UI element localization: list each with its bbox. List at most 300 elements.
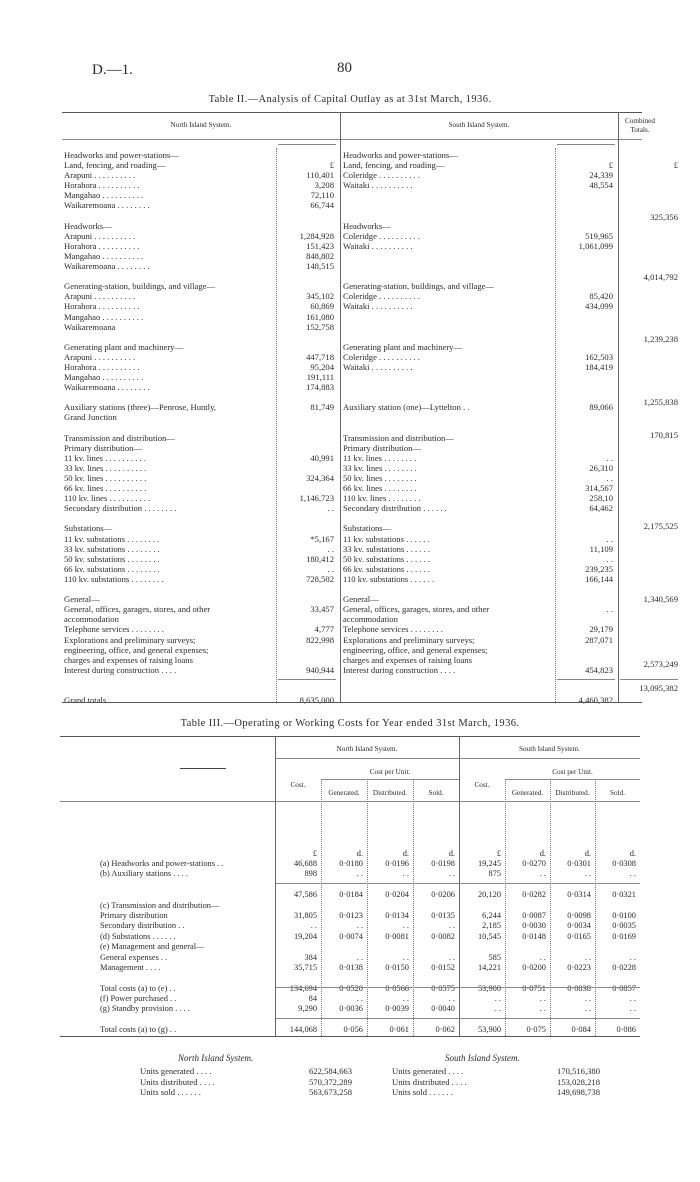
south-row-value: . . [606,473,613,483]
summary-north-value: 570,372,289 [309,1076,352,1087]
south-row-value: 434,099 [585,301,613,312]
table3-cell: . . [402,869,409,879]
south-row-label: Headworks— [343,220,391,231]
table3-row [275,890,640,900]
table3-bottom-rule [60,1036,640,1037]
south-row-value [557,523,613,533]
north-row-value [278,392,334,402]
north-row-value: 3,208 [314,180,334,191]
north-row-value: 1,284,928 [299,230,334,241]
table3-cell: 0·0098 [567,910,591,920]
table3-cell: 0·0152 [431,962,455,972]
table3-cell: 0·0100 [612,910,636,920]
table3-cell: . . [539,869,546,879]
summary-north-value: 563,673,258 [309,1087,352,1098]
table3-cell: 0·0034 [567,921,591,931]
south-row-label: Land, fencing, and roading— [343,160,445,171]
south-row-value [557,412,613,422]
south-row-value [557,423,613,433]
south-row-value: 26,310 [589,462,613,473]
south-row-label: 11 kv. substations . . . . . . [343,533,430,544]
north-row-value: 848,802 [306,250,334,261]
south-row-label [343,190,555,200]
table3-cell: 0·0184 [339,890,363,900]
table3-unit-cell: d. [448,849,455,858]
north-row-value [278,412,334,422]
table3-cell: . . [584,869,591,879]
south-row-value: £ [608,160,613,171]
south-row-value: 4,460,382 [578,695,613,706]
north-row-value: £ [329,160,334,171]
table2-north-head: North Island System. [170,121,232,129]
south-row-value: 166,144 [585,573,613,584]
south-row-label: 33 kv. substations . . . . . . [343,543,431,554]
south-row-value [557,342,613,352]
table3-cell: 19,245 [477,859,501,868]
north-row-label: Mangahao . . . . . . . . . . [64,372,144,383]
south-row-label: charges and expenses of raising loans [343,654,472,665]
north-row-value [278,433,334,443]
south-row-label: 66 kv. substations . . . . . . [343,563,431,574]
south-row-value [557,584,613,594]
south-row-label: 11 kv. lines . . . . . . . . [343,452,417,463]
north-row-label: Telephone services . . . . . . . . [64,624,164,635]
south-row-label: 110 kv. substations . . . . . . [343,573,435,584]
combined-grand-total: 13,095,382 [639,683,678,693]
summary-north-label: Units generated . . . . [140,1066,212,1076]
table3-cell: 898 [304,869,317,879]
summary-south-value: 153,028,218 [557,1076,600,1087]
south-row-label: Coleridge . . . . . . . . . . [343,351,420,362]
south-row-label: General— [343,594,379,605]
south-row-value [557,392,613,402]
table3-cell: 0·0520 [339,983,363,993]
combined-total-plant: 1,255,838 [643,397,678,407]
north-row-value: 345,102 [306,291,334,302]
combined-total-rule [620,679,678,680]
table3-cell: 84 [308,994,317,1004]
south-row-value [557,261,613,271]
table3-row [275,859,640,869]
north-row-label [64,211,276,221]
north-row-label: Mangahao . . . . . . . . . . [64,190,144,201]
south-row-value [557,200,613,210]
south-row-label: Waitaki . . . . . . . . . . [343,180,413,191]
north-row-label: Grand Junction [64,412,117,423]
table3-row-label: (g) Standby provision . . . . [100,1004,190,1014]
north-row-label: Waikaremoana . . . . . . . . [64,382,150,393]
table3-north-distributed-head: Distributed. [372,789,408,797]
table3-cell: 0·0751 [522,983,546,993]
north-row-value: . . [327,543,334,554]
north-row-label: charges and expenses of raising loans [64,654,193,665]
south-row-label: Primary distribution— [343,442,422,453]
north-row-value: 40,991 [310,452,334,463]
south-row-label [343,675,555,685]
table2-bottom-rule [62,702,642,703]
north-row-value: . . [327,503,334,514]
north-row-value [278,281,334,291]
north-row-label [64,271,276,281]
table3-cell: 134,694 [289,983,317,993]
north-row-label: 33 kv. substations . . . . . . . . [64,543,160,554]
south-row-value: . . [606,604,613,615]
south-row-label: 50 kv. substations . . . . . . [343,553,431,564]
south-row-label: Headworks and power-stations— [343,150,458,160]
table3-cell: 0·062 [435,1025,455,1035]
page-number: 80 [337,60,352,76]
table3-cell: 144,068 [289,1025,317,1035]
north-row-label: Explorations and preliminary surveys; [64,634,196,645]
north-row-value [278,655,334,665]
south-row-label: 66 kv. lines . . . . . . . . [343,483,417,494]
table3-cell: . . [494,994,501,1004]
table3-unit-cell: d. [539,849,546,858]
table3-cell: 0·0180 [339,859,363,868]
table3-cell: 0·0134 [385,910,409,920]
table3-row [275,1025,640,1035]
north-row-value: 152,758 [306,321,334,332]
south-row-label: 110 kv. lines . . . . . . . . [343,493,421,504]
south-row-value: 89,066 [589,402,613,413]
south-row-label: Interest during construction . . . . [343,664,456,675]
south-row-value [557,251,613,261]
table3-cell: 20,120 [477,890,501,900]
table2-south-value-rule [555,148,556,702]
north-row-label: Waikaremoana . . . . . . . . [64,200,150,211]
table3-cell: 0·075 [526,1025,546,1035]
south-row-label: Substations— [343,523,392,534]
north-row-value: 95,204 [310,361,334,372]
north-row-value: 447,718 [306,351,334,362]
table3-cell: 0·0857 [612,983,636,993]
south-row-label: Generating-station, buildings, and village— [343,281,495,292]
table3-cell: . . [494,1004,501,1014]
table3-cell: 10,545 [477,931,501,941]
table3-cell: . . [584,994,591,1004]
south-row-value [557,190,613,200]
south-row-value [557,271,613,281]
south-row-label: Generating plant and machinery— [343,341,463,352]
north-row-value: . . [327,563,334,574]
table3-north-cost-head: Cost. [290,781,306,789]
north-row-label: 66 kv. substations . . . . . . . . [64,563,160,574]
table3-row [275,932,640,942]
table3-cell: 19,204 [293,931,317,941]
south-row-label: 50 kv. lines . . . . . . . . [343,473,417,483]
north-row-label: Generating plant and machinery— [64,341,184,352]
south-row-label [343,200,555,210]
table3-row-label: (f) Power purchased . . [100,994,177,1004]
south-row-label: 33 kv. lines . . . . . . . . [343,462,417,473]
combined-currency: £ [673,160,678,170]
north-row-value: 728,502 [306,573,334,584]
table3-cell: 0·086 [616,1025,636,1035]
north-row-label: Headworks— [64,220,112,231]
table3-south-head: South Island System. [519,745,580,753]
table2-head-rule [62,139,642,140]
north-row-label [64,392,276,402]
south-row-label: Waitaki . . . . . . . . . . [343,240,413,251]
summary-south-label: Units generated . . . . [392,1066,464,1076]
table3-row-label [100,1015,275,1025]
north-row-value: 324,364 [306,473,334,483]
table3-row [275,880,640,890]
south-row-value [557,594,613,604]
north-row-value [278,332,334,342]
table3-row [275,901,640,911]
table3-cell: 0·0081 [385,931,409,941]
summary-north-values [260,1066,352,1098]
north-row-value: 822,998 [306,634,334,645]
table3-unit-cell: d. [356,849,363,858]
south-row-label: accommodation [343,614,398,625]
south-row-value: 454,823 [585,664,613,675]
south-row-label [343,372,555,382]
south-row-label: Coleridge . . . . . . . . . . [343,170,420,181]
north-row-label: Arapuni . . . . . . . . . . [64,230,136,241]
south-row-label [343,382,555,392]
south-row-value [557,433,613,443]
south-row-value [557,513,613,523]
south-row-label [343,211,555,221]
north-row-label: General— [64,594,100,605]
table3-south-generated-head: Generated. [511,789,544,797]
north-row-value: 161,080 [306,311,334,322]
north-row-value [278,443,334,453]
north-row-label: Waikaremoana [64,321,116,332]
table3-row-label: Secondary distribution . . [100,921,185,931]
north-row-value [278,211,334,221]
south-row-value: 48,554 [589,180,613,191]
north-row-label: 11 kv. substations . . . . . . . . [64,533,160,544]
table3-cell: 585 [488,952,501,962]
south-row-value: 287,071 [585,634,613,645]
north-row-label: accommodation [64,614,119,625]
north-row-label: Waikaremoana . . . . . . . . [64,261,150,272]
table3-cell: 875 [488,869,501,879]
table2-top-rule [62,112,642,113]
table3-cell: 14,221 [477,962,501,972]
north-row-label: 66 kv. lines . . . . . . . . . . [64,483,147,494]
table3-cell: 35,715 [293,962,317,972]
table2-title: Table II.—Analysis of Capital Outlay as at 31st March, 1936. [208,94,492,105]
south-row-label: Auxiliary station (one)—Lyttelton . . [343,402,470,413]
table3-cell: . . [402,994,409,1004]
north-row-value: 60,869 [310,301,334,312]
table3-unit-cell: d. [402,849,409,858]
table3-south-cost-head: Cost. [474,781,490,789]
table2-combined-head: Combined Totals. [625,117,655,134]
north-row-label [64,332,276,342]
north-row-value: 174,883 [306,382,334,393]
north-row-label: 110 kv. lines . . . . . . . . . . [64,493,151,504]
south-row-value: 11,109 [589,543,613,554]
table3-cell: 53,900 [477,983,501,993]
north-row-value [278,685,334,695]
north-row-value [278,423,334,433]
north-row-value: 180,412 [306,553,334,564]
south-row-value: 314,567 [585,483,613,494]
table3-cell: . . [629,994,636,1004]
north-row-label: Land, fencing, and roading— [64,160,166,171]
south-row-label [343,513,555,523]
south-row-label: . . [343,695,350,706]
table3-cell: . . [448,921,455,931]
table3-labels [100,859,275,1036]
table3-cell: 0·0223 [567,962,591,972]
south-row-label: Secondary distribution . . . . . . [343,503,447,514]
summary-north-label: Units distributed . . . . [140,1076,215,1087]
table3-cell: 53,900 [477,1025,501,1035]
north-top-rule [278,144,336,145]
south-row-label [343,332,555,342]
table3-unit-cell: £ [312,849,317,858]
south-row-value: 162,503 [585,351,613,362]
north-row-value: 33,457 [310,604,334,615]
north-row-label: Mangahao . . . . . . . . . . [64,311,144,322]
north-total-rule [278,679,336,680]
table2-north-labels [64,150,276,705]
table3-cell: . . [448,952,455,962]
table3-cell: . . [402,921,409,931]
table3-north-generated-head: Generated. [328,789,360,797]
south-row-value [557,382,613,392]
table3-cell: 2,185 [482,921,501,931]
table3-cell: 0·0036 [339,1004,363,1014]
combined-total-transmission: 2,175,525 [643,521,678,531]
south-row-label [343,412,555,422]
table3-row-label: General expenses . . [100,952,168,962]
table3-row-label [100,890,275,900]
table3-row-label [100,880,275,890]
north-row-value: 81,749 [310,402,334,413]
table3-north-cpu-rule [321,779,459,780]
table3-cell: 0·0030 [522,921,546,931]
table3-cell: 6,244 [482,910,501,920]
north-row-label: Substations— [64,523,113,534]
t3-subtotal-rule-1 [275,883,640,884]
table3-row-label: Total costs (a) to (g) . . [100,1025,177,1035]
south-row-value [557,221,613,231]
combined-total-headworks: 4,014,792 [643,272,678,282]
south-row-label [343,322,555,332]
south-row-label: Transmission and distribution— [343,432,454,443]
table3-row [275,911,640,921]
south-row-label [343,261,555,271]
table3-south-cpu-rule [505,779,640,780]
north-row-label: General, offices, garages, stores, and other [64,604,211,615]
north-row-value: 940,944 [306,664,334,675]
south-row-value [557,443,613,453]
north-row-value [278,594,334,604]
table3-cell: 0·0321 [612,890,636,900]
south-row-value [557,614,613,624]
combined-total-land: 325,356 [650,212,678,222]
table3-cell: 0·0039 [385,1004,409,1014]
table3-cell: 0·0135 [431,910,455,920]
north-row-label: Arapuni . . . . . . . . . . [64,351,136,362]
south-row-value [557,655,613,665]
table3-row-label: (a) Headworks and power-stations . . [100,859,224,868]
summary-south-values [508,1066,600,1098]
north-row-label: Primary distribution— [64,442,143,453]
table3-cell: . . [584,952,591,962]
table3-head-rule-2 [60,801,640,802]
south-row-value [557,372,613,382]
combined-total-generating-station: 1,239,238 [643,334,678,344]
north-row-label: Grand totals . . . . . . . . [64,695,141,706]
table3-cell: . . [539,994,546,1004]
south-row-label [343,423,555,433]
table3-row [275,994,640,1004]
t3-subtotal-rule-2 [275,987,640,988]
north-row-label: Auxiliary stations (three)—Penrose, Huntly, [64,402,216,413]
table3-cell: 0·0196 [385,859,409,868]
table2-north-values [278,150,334,705]
table3-cell: 0·0138 [339,962,363,972]
table3-cell: 0·0087 [522,910,546,920]
table3-cell: 0·0035 [612,921,636,931]
north-row-label [64,685,276,695]
table3-cell: . . [629,952,636,962]
south-row-value: . . [606,452,613,463]
north-row-label: Generating-station, buildings, and village— [64,281,216,292]
north-row-label [64,513,276,523]
north-row-label [64,423,276,433]
table3-cell: 0·0575 [431,983,455,993]
table3-cell: 0·0148 [522,931,546,941]
north-row-value [278,483,334,493]
table3-row [275,869,640,879]
north-row-value [278,645,334,655]
table3-cell: 0·0228 [612,962,636,972]
table3-cell: 0·0206 [431,890,455,900]
summary-south-labels [392,1066,512,1098]
table3-north-head: North Island System. [336,745,398,753]
north-row-value: 4,777 [314,624,334,635]
table3-cell: . . [584,1004,591,1014]
table3-cell: 0·0204 [385,890,409,900]
north-row-label: Horahora . . . . . . . . . . [64,240,140,251]
table3-cell: . . [629,1004,636,1014]
north-row-value [278,614,334,624]
south-row-value: 1,061,099 [578,240,613,251]
table3-cell: 0·061 [389,1025,409,1035]
summary-south-label: Units distributed . . . . [392,1076,467,1087]
south-row-label: Coleridge . . . . . . . . . . [343,291,420,302]
summary-north-labels [140,1066,260,1098]
summary-north-label: Units sold . . . . . . [140,1087,201,1098]
t3-subtotal-rule-3 [275,1018,640,1019]
table3-row-label: (b) Auxiliary stations . . . . [100,869,188,879]
combined-total-substations: 1,340,569 [643,594,678,604]
table3-cell: 0·0169 [612,931,636,941]
table3-cell: 0·0200 [522,962,546,972]
north-row-label: Horahora . . . . . . . . . . [64,361,140,372]
south-row-value: 85,420 [589,291,613,302]
north-row-value [278,342,334,352]
table3-cell: . . [539,1004,546,1014]
north-row-label: Horahora . . . . . . . . . . [64,301,140,312]
south-row-value [557,685,613,695]
north-row-value: 148,515 [306,261,334,272]
table3-cell: 0·0301 [567,859,591,868]
south-row-value [557,150,613,160]
north-row-value [278,271,334,281]
table3-cell: 0·0282 [522,890,546,900]
table3-cell: . . [356,869,363,879]
